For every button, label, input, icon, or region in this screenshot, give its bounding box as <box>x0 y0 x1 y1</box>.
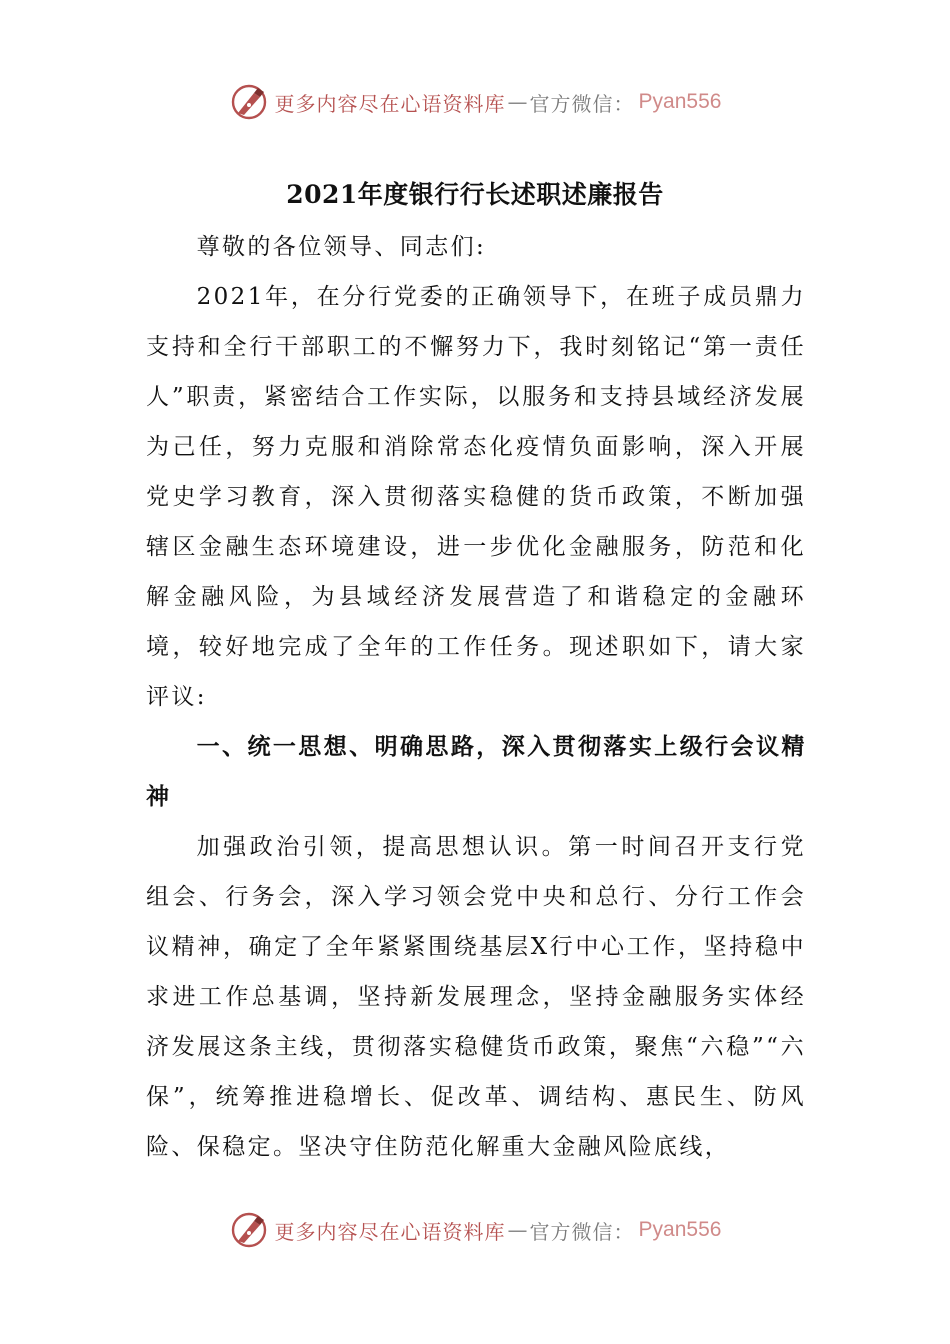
banner-wechat-id: Pyan556 <box>638 1218 722 1241</box>
banner-wechat-label: 官方微信： <box>529 1219 635 1244</box>
banner-text: 更多内容尽在心语资料库 <box>274 91 506 116</box>
footer-watermark-banner <box>0 1208 950 1252</box>
salutation: 尊敬的各位领导、同志们: <box>196 234 487 260</box>
banner-separator: — <box>507 90 528 114</box>
intro-paragraph: 2021年，在分行党委的正确领导下，在班子成员鼎力支持和全行干部职工的不懈努力下，我时刻铭记“第一责任人”职责，紧密结合工作实际，以服务和支持县域经济发展为己任，努力克服和消除常态化疫情负面影响，深入开展党史学习教育，深入贯彻落实稳健的货币政策，不断加强辖区金融生态环境建设，进一步优化金融服务，防范和化解金融风险，为县域经济发展营造了和谐稳定的金融环境，较好地完成了全年的工作任务。现述职如下，请大家评议: <box>146 284 806 710</box>
pen-nib-circle-icon <box>229 82 269 122</box>
section-heading: 一、统一思想、明确思路，深入贯彻落实上级行会议精神 <box>146 734 806 810</box>
pen-nib-circle-icon <box>229 1210 269 1250</box>
header-watermark-banner <box>0 80 950 124</box>
document-body <box>146 222 806 1172</box>
banner-text: 更多内容尽在心语资料库 <box>274 1219 506 1244</box>
document-title: 2021年度银行行长述职述廉报告 <box>286 180 664 209</box>
banner-separator: — <box>507 1218 528 1242</box>
banner-wechat-label: 官方微信： <box>529 91 635 116</box>
banner-wechat-id: Pyan556 <box>638 90 722 113</box>
section-paragraph: 加强政治引领，提高思想认识。第一时间召开支行党组会、行务会，深入学习领会党中央和总行、分行工作会议精神，确定了全年紧紧围绕基层X行中心工作，坚持稳中求进工作总基调，坚持新发展理念，坚持金融服务实体经济发展这条主线，贯彻落实稳健货币政策，聚焦“六稳”“六保”，统筹推进稳增长、促改革、调结构、惠民生、防风险、保稳定。坚决守住防范化解重大金融风险底线， <box>146 834 806 1160</box>
